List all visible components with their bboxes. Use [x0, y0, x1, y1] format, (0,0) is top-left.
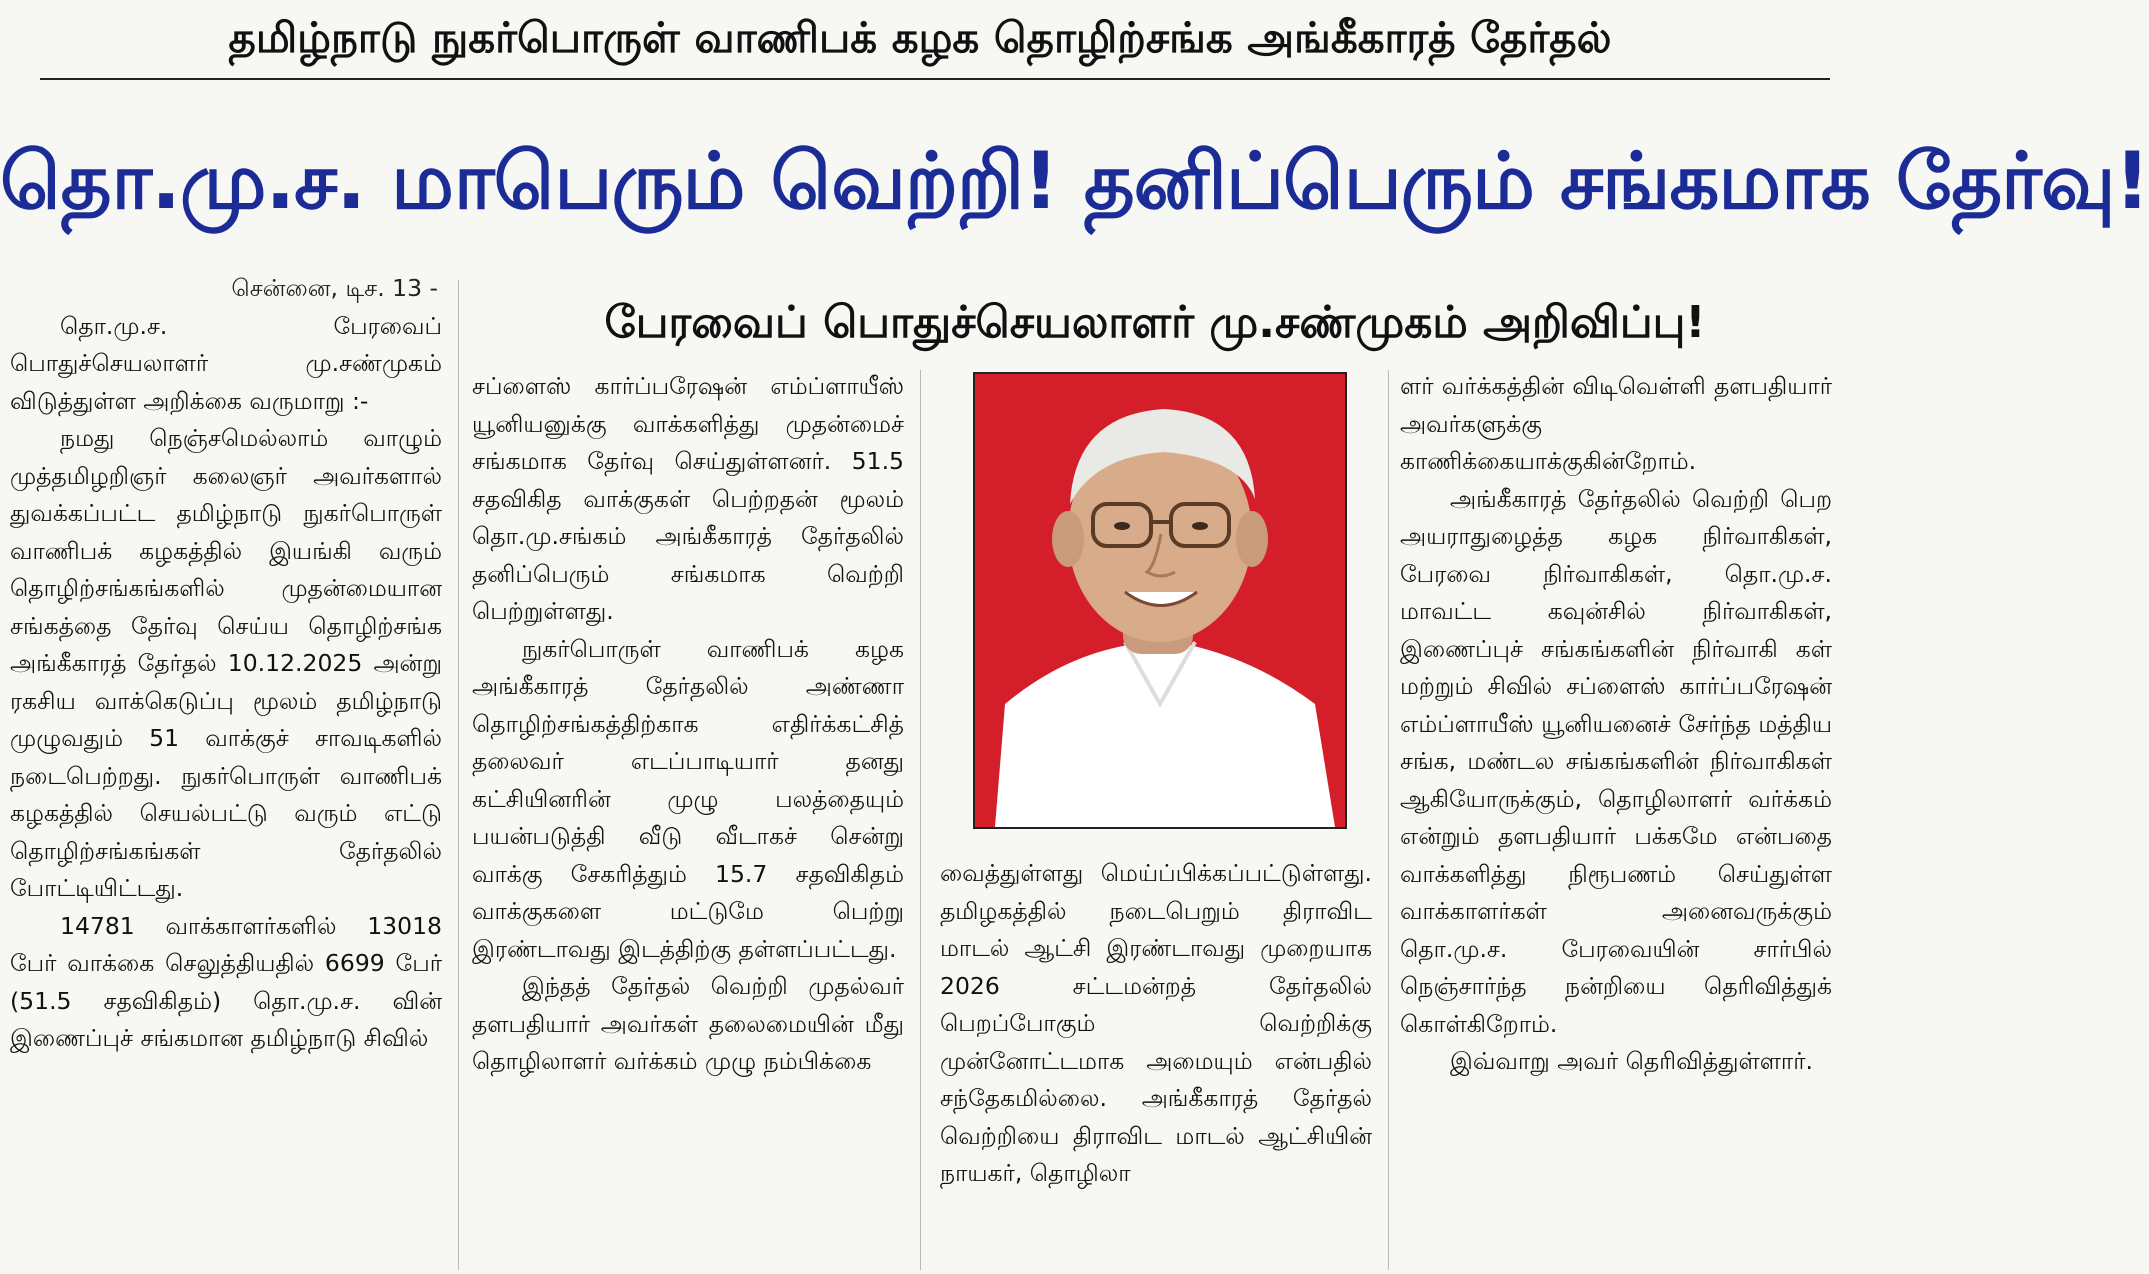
paragraph: தொ.மு.ச. பேரவைப் பொதுச்செயலாளர் மு.சண்முகம் விடுத்துள்ள அறிக்கை வருமாறு :-	[10, 311, 442, 415]
portrait-image	[975, 374, 1345, 827]
left-eye	[1114, 522, 1130, 530]
paragraph: 14781 வாக்காளர்களில் 13018 பேர் வாக்கை செலுத்தியதில் 6699 பேர் (51.5 சதவிகிதம்) தொ.மு.ச. வின் இணைப்புச் சங்கமான தமிழ்நாடு சிவில்	[10, 911, 442, 1052]
main-headline: தொ.மு.ச. மாபெரும் வெற்றி! தனிப்பெரும் சங்கமாக தேர்வு!	[0, 137, 2149, 227]
sub-headline: பேரவைப் பொதுச்செயலாளர் மு.சண்முகம் அறிவிப்பு!	[604, 297, 1706, 348]
paragraph: நுகர்பொருள் வாணிபக் கழக அங்கீகாரத் தேர்தலில் அண்ணா தொழிற்சங்கத்திற்காக எதிர்க்கட்சித் தலைவர் எடப்பாடியார் தனது கட்சியினரின் முழு பலத்தையும் பயன்படுத்தி வீடு வீடாகச் சென்று வாக்கு சேகரித்தும் 15.7 சதவிகிதம் வாக்குகளை மட்டுமே பெற்று இரண்டாவது இடத்திற்கு தள்ளப்பட்டது.	[472, 634, 904, 963]
article-column-2	[472, 368, 904, 1270]
article-column-1	[10, 270, 442, 1270]
paragraph: வைத்துள்ளது மெய்ப்பிக்கப்பட்டுள்ளது. தமிழகத்தில் நடைபெறும் திராவிட மாடல் ஆட்சி இரண்டாவது முறையாக 2026 சட்டமன்றத் தேர்தலில் பெறப்போகும் வெற்றிக்கு முன்னோட்டமாக அமையும் என்பதில் சந்தேகமில்லை. அங்கீகாரத் தேர்தல் வெற்றியை திராவிட மாடல் ஆட்சியின் நாயகர், தொழிலா	[940, 859, 1372, 1187]
paragraph: நமது நெஞ்சமெல்லாம் வாழும் முத்தமிழறிஞர் கலைஞர் அவர்களால் துவக்கப்பட்ட தமிழ்நாடு நுகர்பொருள் வாணிபக் கழகத்தில் இயங்கி வரும் தொழிற்சங்கங்களில் முதன்மையான சங்கத்தை தேர்வு செய்ய தொழிற்சங்க அங்கீகாரத் தேர்தல் 10.12.2025 அன்று ரகசிய வாக்கெடுப்பு மூலம் தமிழ்நாடு முழுவதும் 51 வாக்குச் சாவடிகளில் நடைபெற்றது. நுகர்பொருள் வாணிபக் கழகத்தில் செயல்பட்டு வரும் எட்டு தொழிற்சங்கங்கள் தேர்தலில் போட்டியிட்டது.	[10, 424, 442, 902]
dateline: சென்னை, டிச. 13 -	[231, 274, 438, 302]
right-eye	[1192, 522, 1208, 530]
kicker-heading: தமிழ்நாடு நுகர்பொருள் வாணிபக் கழக தொழிற்சங்க அங்கீகாரத் தேர்தல்	[228, 13, 1612, 62]
kicker-divider	[40, 78, 1830, 80]
column-divider	[458, 280, 459, 1270]
paragraph: இவ்வாறு அவர் தெரிவித்துள்ளார்.	[1450, 1047, 1813, 1075]
article-column-3	[940, 855, 1372, 1270]
column-divider	[1388, 370, 1389, 1270]
article-column-4	[1400, 368, 1832, 1270]
paragraph: அங்கீகாரத் தேர்தலில் வெற்றி பெற அயராதுழைத்த கழக நிர்வாகிகள், பேரவை நிர்வாகிகள், தொ.மு.ச. மாவட்ட கவுன்சில் நிர்வாகிகள், இணைப்புச் சங்கங்களின் நிர்வாகி கள் மற்றும் சிவில் சப்ளைஸ் கார்ப்பரேஷன் எம்ப்ளாயீஸ் யூனியனைச் சேர்ந்த மத்திய சங்க, மண்டல சங்கங்களின் நிர்வாகிகள் ஆகியோருக்கும், தொழிலாளர் வர்க்கம் என்றும் தளபதியார் பக்கமே என்பதை வாக்களித்து நிரூபணம் செய்துள்ள வாக்காளர்கள் அனைவருக்கும் தொ.மு.ச. பேரவையின் சார்பில் நெஞ்சார்ந்த நன்றியை தெரிவித்துக் கொள்கிறோம்.	[1400, 484, 1832, 1038]
paragraph: சப்ளைஸ் கார்ப்பரேஷன் எம்ப்ளாயீஸ் யூனியனுக்கு வாக்களித்து முதன்மைச் சங்கமாக தேர்வு செய்துள்ளனர். 51.5 சதவிகித வாக்குகள் பெற்றதன் மூலம் தொ.மு.சங்கம் அங்கீகாரத் தேர்தலில் தனிப்பெரும் சங்கமாக வெற்றி பெற்றுள்ளது.	[472, 372, 904, 625]
right-ear	[1236, 511, 1268, 567]
column-divider	[920, 370, 921, 1270]
paragraph: இந்தத் தேர்தல் வெற்றி முதல்வர் தளபதியார் அவர்கள் தலைமையின் மீது தொழிலாளர் வர்க்கம் முழு நம்பிக்கை	[472, 972, 904, 1075]
left-ear	[1052, 511, 1084, 567]
portrait-photo	[973, 372, 1347, 829]
paragraph: ளர் வர்க்கத்தின் விடிவெள்ளி தளபதியார் அவர்களுக்கு காணிக்கையாக்குகின்றோம்.	[1400, 372, 1832, 475]
